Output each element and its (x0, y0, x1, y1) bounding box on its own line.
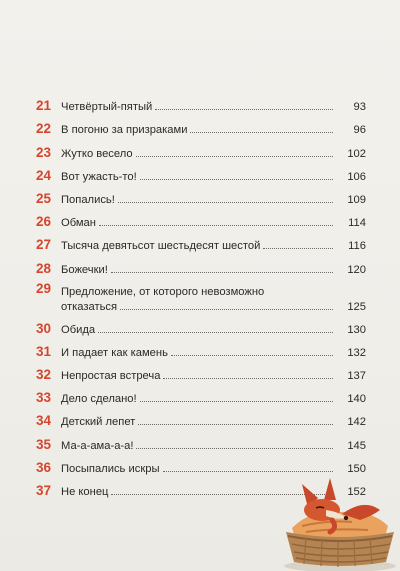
toc-entry-29[interactable] (36, 278, 366, 315)
chapter-number: 30 (36, 320, 52, 336)
toc-entry-34[interactable] (36, 407, 366, 430)
chapter-number: 35 (36, 436, 52, 452)
chapter-number: 28 (36, 260, 52, 276)
chapter-number: 34 (36, 413, 52, 429)
chapter-title: Попались! (61, 193, 115, 206)
chapter-title: В погоню за призраками (61, 124, 188, 137)
chapter-title: Вот ужасть-то! (61, 170, 137, 183)
page-number: 130 (347, 323, 366, 336)
page-number: 145 (347, 439, 366, 452)
dot-leader (136, 447, 333, 449)
dot-leader (111, 271, 333, 273)
chapter-number: 26 (36, 214, 52, 230)
page-number: 125 (347, 300, 366, 313)
page-number: 132 (347, 346, 366, 359)
dot-leader (190, 131, 333, 133)
chapter-number: 24 (36, 167, 52, 183)
toc-entry-33[interactable] (36, 384, 366, 407)
fox-in-basket-illustration (272, 470, 400, 571)
chapter-number: 29 (36, 280, 52, 296)
toc-entry-31[interactable] (36, 338, 366, 361)
dot-leader (98, 331, 333, 333)
dot-leader (140, 178, 333, 180)
chapter-number: 33 (36, 390, 52, 406)
chapter-number: 31 (36, 343, 52, 359)
chapter-title-line2: отказаться (61, 300, 118, 313)
chapter-title: Четвёртый-пятый (61, 101, 153, 114)
toc-entry-24[interactable] (36, 162, 366, 185)
page-number: 137 (347, 370, 366, 383)
chapter-title: Обман (61, 217, 96, 230)
toc-entry-28[interactable] (36, 254, 366, 277)
dot-leader (163, 377, 333, 379)
chapter-number: 27 (36, 237, 52, 253)
page-number: 116 (348, 240, 366, 253)
fox-ear-right (324, 478, 336, 500)
chapter-title: Не конец (61, 486, 109, 498)
page-number: 109 (347, 193, 366, 206)
page-number: 102 (347, 147, 366, 160)
chapter-number: 37 (36, 483, 52, 498)
page-number: 114 (348, 217, 366, 230)
page-number: 120 (347, 263, 366, 276)
toc-entry-32[interactable] (36, 361, 366, 384)
chapter-number: 25 (36, 190, 52, 206)
chapter-title: Обида (61, 323, 96, 336)
chapter-title: Тысяча девятьсот шестьдесят шестой (61, 240, 261, 253)
dot-leader (138, 423, 333, 425)
toc-entry-26[interactable] (36, 208, 366, 231)
page-number: 142 (347, 416, 366, 429)
chapter-title: Ма-а-ама-а-а! (61, 439, 134, 452)
page-number: 96 (353, 124, 366, 137)
dot-leader (120, 308, 333, 310)
dot-leader (118, 201, 333, 203)
page-number: 93 (353, 101, 366, 114)
chapter-title-line1: Предложение, от которого невозможно (61, 285, 265, 298)
chapter-number: 36 (36, 459, 52, 475)
dot-leader (99, 224, 333, 226)
page-number: 140 (347, 393, 366, 406)
toc-entry-21[interactable] (36, 92, 366, 115)
toc-entry-22[interactable] (36, 115, 366, 138)
toc-entry-25[interactable] (36, 185, 366, 208)
chapter-title: И падает как камень (61, 346, 168, 359)
dot-leader (263, 247, 333, 249)
chapter-title: Посыпались искры (61, 462, 160, 475)
toc-entry-27[interactable] (36, 231, 366, 254)
chapter-title: Божечки! (61, 263, 108, 276)
chapter-title: Детский лепет (61, 416, 136, 429)
dot-leader (140, 400, 333, 402)
chapter-number: 21 (36, 98, 52, 114)
fox-nose (344, 516, 348, 520)
chapter-number: 32 (36, 367, 52, 383)
chapter-title: Жутко весело (61, 147, 133, 160)
dot-leader (171, 354, 333, 356)
toc-entry-23[interactable] (36, 138, 366, 161)
page-number: 106 (347, 170, 366, 183)
toc-entry-35[interactable] (36, 430, 366, 453)
table-of-contents (36, 92, 366, 500)
page-number: 150 (347, 462, 366, 475)
chapter-number: 22 (36, 121, 52, 137)
chapter-number: 23 (36, 144, 52, 160)
toc-entry-30[interactable] (36, 315, 366, 338)
chapter-title: Непростая встреча (61, 370, 161, 383)
dot-leader (136, 155, 333, 157)
dot-leader (155, 108, 333, 110)
chapter-title: Дело сделано! (61, 393, 137, 406)
page-number: 152 (347, 486, 366, 498)
